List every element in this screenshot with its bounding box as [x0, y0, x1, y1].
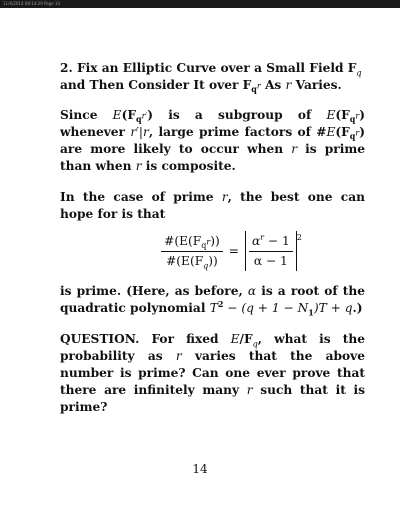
lhs-fraction: $\frac{\#(E(F_{q^r}))}{\#(E(F_q))}$ — [161, 233, 223, 270]
square-exponent: 2 — [296, 233, 302, 242]
equation-display — [98, 231, 365, 271]
paragraph-alpha-root: is prime. (Here, as before, α is a root of the quadratic polynomial $T^2 - (q + 1 - N_1)T + q$.) — [60, 284, 365, 318]
question-label: QUESTION. — [60, 332, 140, 346]
scan-top-bar — [0, 0, 400, 8]
paragraph-best-hope: In the case of prime r, the best one can hope for is that — [60, 190, 365, 221]
question-paragraph: QUESTION. For fixed $E/F_q$, what is the probability as r varies that the above number is prime? Can one ever prove that there are infinitely many r such that it is prime? — [60, 332, 366, 414]
page-content — [60, 60, 365, 430]
paragraph-subgroup: Since $E(F_{q^{r'}})$ is a subgroup of $E(F_{q^r})$ whenever r′|r, large prime factors of $\#E(F_{q^r})$ are more likely to occur when r is prime than when r is composite. — [60, 108, 365, 173]
page-number: 14 — [192, 462, 208, 476]
equals-sign: = — [228, 243, 239, 258]
rhs-absolute-value: $\frac{\alpha^r - 1}{\alpha - 1}$ — [245, 231, 297, 271]
section-heading: 2. Fix an Elliptic Curve over a Small Field $F_q$ and Then Consider It over $F_{q^r}$ As r Varies. — [60, 61, 362, 95]
scan-header-label: 11/6/2014 08:14:29 Page 14 — [3, 1, 61, 6]
